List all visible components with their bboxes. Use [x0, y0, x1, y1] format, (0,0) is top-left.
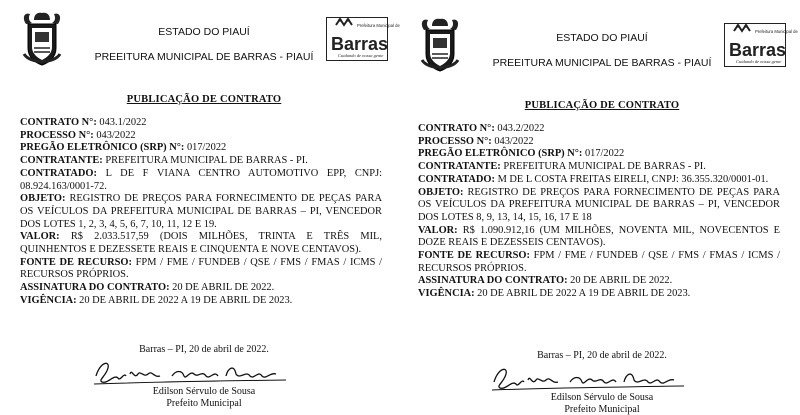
- signature-date-line: ASSINATURA DO CONTRATO: 20 DE ABRIL DE 2022.: [20, 282, 275, 294]
- contracted-party-line: CONTRATADO: M DE L COSTA FREITAS EIRELI, CNPJ: 36.355.320/0001-01.: [418, 173, 769, 185]
- publication-title: PUBLICAÇÃO DE CONTRATO: [126, 94, 282, 105]
- city-hall-name: PREEITURA MUNICIPAL DE BARRAS - PIAUÍ: [492, 57, 712, 69]
- contract-number-line: CONTRATO N°: 043.2/2022: [418, 123, 545, 134]
- process-number-line: PROCESSO N°: 043/2022: [20, 129, 136, 141]
- funding-source-line: FONTE DE RECURSO: FPM / FME / FUNDEB / QSE / FMS / FMAS / ICMS / RECURSOS PRÓPRIOS.: [418, 250, 780, 274]
- contracting-party-line: CONTRATANTE: PREFEITURA MUNICIPAL DE BARRAS - PI.: [418, 161, 706, 173]
- contracted-party-line: CONTRATADO: L DE F VIANA CENTRO AUTOMOTIVO EPP, CNPJ: 08.924.163/0001-72.: [20, 167, 382, 192]
- handwritten-signature: [90, 354, 290, 390]
- state-name: ESTADO DO PIAUÍ: [158, 26, 250, 38]
- place-date: Barras – PI, 20 de abril de 2022.: [139, 344, 269, 355]
- validity-line: VIGÊNCIA: 20 DE ABRIL DE 2022 A 19 DE ABRIL DE 2023.: [20, 294, 293, 306]
- object-line: OBJETO: REGISTRO DE PREÇOS PARA FORNECIMENTO DE PEÇAS PARA OS VEÍCULOS DA PREFEITURA MUNICIPAL DE BARRAS – PI, VENCEDOR DOS LOTES 8, 9, 13, 14, 15, 16, 17 E 18: [418, 186, 780, 223]
- barras-logo-icon: [724, 23, 798, 67]
- signer-role: Prefeito Municipal: [166, 398, 242, 409]
- contract-page-right: [400, 0, 800, 415]
- value-line: VALOR: R$ 2.033.517,59 (DOIS MILHÕES, TRINTA E TRÊS MIL, QUINHENTOS E DEZESSETE REAIS E CINQUENTA E NOVE CENTAVOS).: [20, 231, 382, 256]
- svg-text:Barras: Barras: [331, 34, 389, 54]
- svg-text:Prefeitura Municipal de: Prefeitura Municipal de: [755, 29, 798, 34]
- place-date: Barras – PI, 20 de abril de 2022.: [537, 350, 667, 361]
- svg-text:Cuidando de nossa gente: Cuidando de nossa gente: [338, 53, 384, 58]
- auction-number-line: PREGÃO ELETRÔNICO (SRP) N°: 017/2022: [418, 148, 625, 160]
- validity-line: VIGÊNCIA: 20 DE ABRIL DE 2022 A 19 DE ABRIL DE 2023.: [418, 288, 691, 300]
- contract-page-left: [0, 0, 400, 409]
- svg-text:Prefeitura Municipal de: Prefeitura Municipal de: [357, 23, 400, 28]
- state-name: ESTADO DO PIAUÍ: [556, 32, 648, 44]
- barras-logo-icon: [326, 17, 400, 61]
- svg-text:Cuidando de nossa gente: Cuidando de nossa gente: [736, 59, 782, 64]
- contracting-party-line: CONTRATANTE: PREFEITURA MUNICIPAL DE BARRAS - PI.: [20, 155, 308, 167]
- signer-name: Edilson Sérvulo de Sousa: [550, 392, 654, 403]
- handwritten-signature: [488, 360, 688, 396]
- signature-date-line: ASSINATURA DO CONTRATO: 20 DE ABRIL DE 2022.: [418, 275, 673, 287]
- value-line: VALOR: R$ 1.090.912,16 (UM MILHÕES, NOVENTA MIL, NOVECENTOS E DOZE REAIS E DEZESSEIS CENTAVOS).: [418, 224, 780, 249]
- signer-name: Edilson Sérvulo de Sousa: [152, 386, 256, 397]
- auction-number-line: PREGÃO ELETRÔNICO (SRP) N°: 017/2022: [20, 142, 227, 154]
- contract-body: [418, 123, 780, 301]
- contract-number-line: CONTRATO N°: 043.1/2022: [20, 117, 147, 128]
- contract-body: [20, 117, 382, 308]
- svg-text:Barras: Barras: [729, 40, 787, 60]
- object-line: OBJETO: REGISTRO DE PREÇOS PARA FORNECIMENTO DE PEÇAS PARA OS VEÍCULOS DA PREFEITURA MUNICIPAL DE BARRAS – PI, VENCEDOR DOS LOTES 1, 2, 3, 4, 5, 6, 7, 10, 11, 12 E 19.: [20, 193, 382, 230]
- publication-title: PUBLICAÇÃO DE CONTRATO: [524, 100, 680, 111]
- city-hall-name: PREEITURA MUNICIPAL DE BARRAS - PIAUÍ: [94, 51, 314, 63]
- signer-role: Prefeito Municipal: [564, 404, 640, 415]
- process-number-line: PROCESSO N°: 043/2022: [418, 135, 534, 147]
- funding-source-line: FONTE DE RECURSO: FPM / FME / FUNDEB / QSE / FMS / FMAS / ICMS / RECURSOS PRÓPRIOS.: [20, 256, 382, 281]
